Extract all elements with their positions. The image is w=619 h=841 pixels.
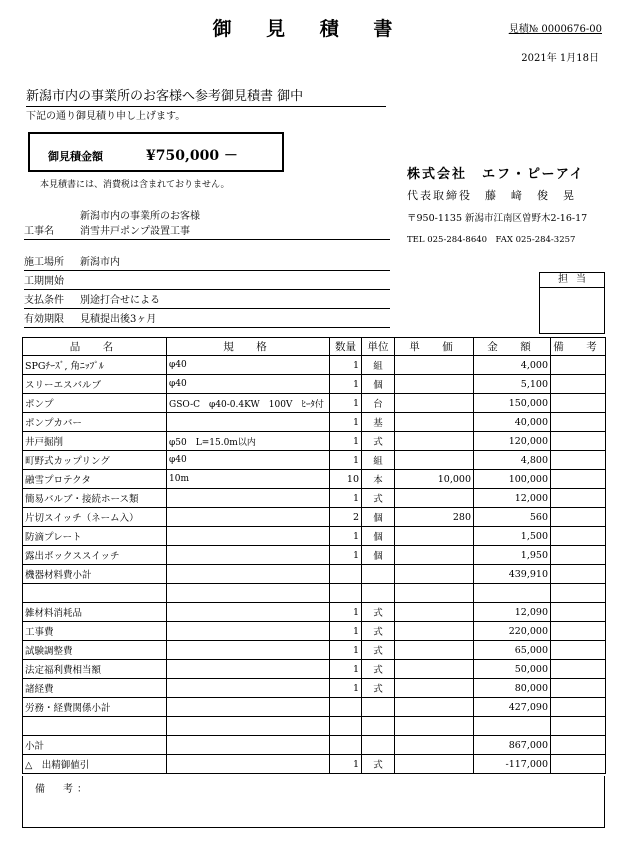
item-unit: 個 [362, 375, 395, 394]
table-row [23, 489, 606, 508]
item-unit-price [395, 394, 474, 413]
table-row [23, 451, 606, 470]
item-unit-price [395, 679, 474, 698]
item-name: 片切スイッチ（ネーム入） [23, 508, 167, 527]
company-phone: TEL 025-284-8640 FAX 025-284-3257 [407, 235, 576, 245]
item-name [23, 717, 167, 736]
item-name: 機器材料費小計 [23, 565, 167, 584]
item-amount: 867,000 [474, 736, 551, 755]
item-unit [362, 717, 395, 736]
field-label: 支払条件 [24, 295, 64, 306]
field-value: 消雪井戸ポンプ設置工事 [80, 226, 190, 237]
item-quantity: 1 [330, 432, 362, 451]
item-unit-price [395, 755, 474, 774]
table-row [23, 641, 606, 660]
item-amount: 427,090 [474, 698, 551, 717]
item-remarks [551, 603, 606, 622]
item-remarks [551, 508, 606, 527]
item-name: 防滴プレート [23, 527, 167, 546]
item-spec [167, 527, 330, 546]
header-remarks: 備 考 [551, 338, 606, 356]
item-spec [167, 413, 330, 432]
item-remarks [551, 717, 606, 736]
table-row [23, 527, 606, 546]
item-spec [167, 622, 330, 641]
item-unit: 式 [362, 603, 395, 622]
item-unit-price [395, 432, 474, 451]
item-unit-price [395, 660, 474, 679]
item-quantity: 1 [330, 603, 362, 622]
item-quantity [330, 717, 362, 736]
item-unit: 本 [362, 470, 395, 489]
item-unit-price: 10,000 [395, 470, 474, 489]
item-amount: 120,000 [474, 432, 551, 451]
item-amount: 4,000 [474, 356, 551, 375]
item-remarks [551, 527, 606, 546]
item-unit-price: 280 [395, 508, 474, 527]
tax-note: 本見積書には、消費税は含まれておりません。 [40, 180, 230, 190]
item-unit [362, 565, 395, 584]
item-name [23, 584, 167, 603]
item-remarks [551, 432, 606, 451]
project-name-row [24, 222, 390, 240]
start-date-row [24, 272, 390, 290]
field-label: 工事名 [24, 226, 54, 237]
item-name: 諸経費 [23, 679, 167, 698]
item-spec [167, 508, 330, 527]
item-quantity: 1 [330, 660, 362, 679]
item-name: △ 出精御値引 [23, 755, 167, 774]
item-quantity: 2 [330, 508, 362, 527]
payment-terms-row [24, 291, 390, 309]
item-unit: 式 [362, 641, 395, 660]
item-amount: 12,000 [474, 489, 551, 508]
item-spec [167, 603, 330, 622]
item-unit-price [395, 546, 474, 565]
item-unit-price [395, 356, 474, 375]
table-row [23, 356, 606, 375]
header-unit-price: 単 価 [395, 338, 474, 356]
item-remarks [551, 755, 606, 774]
item-spec [167, 717, 330, 736]
staff-stamp-label: 担当 [540, 273, 604, 288]
item-amount: 1,500 [474, 527, 551, 546]
item-quantity: 1 [330, 546, 362, 565]
item-quantity: 1 [330, 679, 362, 698]
item-quantity: 1 [330, 489, 362, 508]
item-amount: 65,000 [474, 641, 551, 660]
item-unit-price [395, 603, 474, 622]
header-spec: 規 格 [167, 338, 330, 356]
item-quantity [330, 584, 362, 603]
field-label: 工期開始 [24, 276, 64, 287]
item-name: ポンプ [23, 394, 167, 413]
item-spec [167, 736, 330, 755]
item-amount: 40,000 [474, 413, 551, 432]
item-unit-price [395, 641, 474, 660]
item-remarks [551, 679, 606, 698]
table-header-row [23, 338, 606, 356]
table-row [23, 413, 606, 432]
table-row [23, 660, 606, 679]
item-spec [167, 660, 330, 679]
item-name: 小計 [23, 736, 167, 755]
field-value: 別途打合せによる [80, 295, 160, 306]
total-amount: ¥750,000 － [146, 148, 238, 164]
document-title: 御 見 積 書 [212, 18, 407, 40]
table-row [23, 394, 606, 413]
item-quantity: 1 [330, 394, 362, 413]
table-row [23, 565, 606, 584]
item-name: スリーエスバルブ [23, 375, 167, 394]
item-unit-price [395, 489, 474, 508]
item-remarks [551, 413, 606, 432]
total-amount-box [28, 132, 284, 172]
item-remarks [551, 394, 606, 413]
item-quantity: 1 [330, 413, 362, 432]
item-quantity: 1 [330, 527, 362, 546]
item-name: 試験調整費 [23, 641, 167, 660]
item-unit: 式 [362, 489, 395, 508]
item-unit: 個 [362, 527, 395, 546]
item-name: 融雪プロテクタ [23, 470, 167, 489]
item-quantity: 1 [330, 356, 362, 375]
item-name: SPGﾁｰｽﾞ, 角ﾆｯﾌﾟﾙ [23, 356, 167, 375]
item-unit: 式 [362, 660, 395, 679]
item-unit-price [395, 584, 474, 603]
item-remarks [551, 451, 606, 470]
item-unit [362, 584, 395, 603]
header-amount: 金 額 [474, 338, 551, 356]
item-unit-price [395, 717, 474, 736]
item-remarks [551, 546, 606, 565]
item-spec [167, 546, 330, 565]
item-amount: 439,910 [474, 565, 551, 584]
item-amount: 220,000 [474, 622, 551, 641]
item-name: 雑材料消耗品 [23, 603, 167, 622]
table-row [23, 755, 606, 774]
item-spec: φ50 L=15.0m以内 [167, 432, 330, 451]
item-spec: φ40 [167, 451, 330, 470]
table-row [23, 679, 606, 698]
item-name: 露出ボックススイッチ [23, 546, 167, 565]
table-row [23, 546, 606, 565]
item-unit: 式 [362, 432, 395, 451]
item-amount: 50,000 [474, 660, 551, 679]
item-unit-price [395, 527, 474, 546]
validity-row [24, 310, 390, 328]
item-remarks [551, 356, 606, 375]
table-row [23, 375, 606, 394]
item-unit: 組 [362, 451, 395, 470]
item-quantity: 1 [330, 755, 362, 774]
table-row [23, 584, 606, 603]
item-amount: 5,100 [474, 375, 551, 394]
customer-name: 新潟市内の事業所のお客様へ参考御見積書 御中 [26, 85, 386, 107]
item-amount: 1,950 [474, 546, 551, 565]
item-name: 工事費 [23, 622, 167, 641]
item-remarks [551, 489, 606, 508]
item-unit: 式 [362, 755, 395, 774]
item-name: 法定福利費相当額 [23, 660, 167, 679]
item-unit-price [395, 736, 474, 755]
estimate-number: 見積№ 0000676-00 [508, 24, 602, 35]
item-spec [167, 565, 330, 584]
item-name: ポンプカバー [23, 413, 167, 432]
header-quantity: 数量 [330, 338, 362, 356]
item-spec [167, 679, 330, 698]
item-unit: 基 [362, 413, 395, 432]
item-remarks [551, 698, 606, 717]
item-unit: 個 [362, 508, 395, 527]
item-unit-price [395, 565, 474, 584]
item-unit-price [395, 622, 474, 641]
header-item-name: 品 名 [23, 338, 167, 356]
item-spec [167, 755, 330, 774]
estimate-intro: 下記の通り御見積り申し上げます。 [26, 111, 186, 122]
table-row [23, 717, 606, 736]
table-row [23, 508, 606, 527]
item-remarks [551, 375, 606, 394]
item-spec: φ40 [167, 356, 330, 375]
item-spec [167, 584, 330, 603]
table-row [23, 603, 606, 622]
issue-date: 2021年 1月18日 [521, 53, 599, 64]
field-label: 有効期限 [24, 314, 64, 325]
remarks-label: 備 考： [35, 784, 91, 795]
item-unit: 台 [362, 394, 395, 413]
item-unit [362, 736, 395, 755]
item-amount: 4,800 [474, 451, 551, 470]
field-value: 新潟市内 [80, 257, 120, 268]
item-quantity: 1 [330, 451, 362, 470]
item-remarks [551, 641, 606, 660]
item-name: 井戸掘削 [23, 432, 167, 451]
estimate-items-table [22, 337, 606, 774]
item-amount: 12,090 [474, 603, 551, 622]
item-name: 簡易バルブ・接続ホース類 [23, 489, 167, 508]
site-customer: 新潟市内の事業所のお客様 [80, 211, 200, 222]
item-remarks [551, 584, 606, 603]
header-unit: 単位 [362, 338, 395, 356]
total-label: 御見積金額 [48, 150, 103, 163]
item-spec [167, 489, 330, 508]
item-quantity: 1 [330, 641, 362, 660]
item-unit [362, 698, 395, 717]
site-location-row [24, 253, 390, 271]
field-value: 見積提出後3ヶ月 [80, 314, 157, 325]
item-spec [167, 641, 330, 660]
item-amount: -117,000 [474, 755, 551, 774]
item-quantity [330, 736, 362, 755]
item-spec: GSO-C φ40-0.4KW 100V ﾋｰﾀ付 [167, 394, 330, 413]
table-row [23, 622, 606, 641]
field-label: 施工場所 [24, 257, 64, 268]
item-amount: 80,000 [474, 679, 551, 698]
table-row [23, 698, 606, 717]
item-unit-price [395, 413, 474, 432]
item-unit: 組 [362, 356, 395, 375]
item-unit: 式 [362, 679, 395, 698]
item-unit: 式 [362, 622, 395, 641]
item-remarks [551, 622, 606, 641]
item-quantity [330, 565, 362, 584]
item-remarks [551, 470, 606, 489]
item-amount [474, 717, 551, 736]
item-quantity [330, 698, 362, 717]
item-name: 労務・経費関係小計 [23, 698, 167, 717]
table-row [23, 432, 606, 451]
item-quantity: 10 [330, 470, 362, 489]
item-unit: 個 [362, 546, 395, 565]
company-address: 〒950-1135 新潟市江南区曽野木2-16-17 [407, 213, 588, 224]
company-name: 株式会社 エフ・ピーアイ [407, 167, 585, 182]
item-amount: 150,000 [474, 394, 551, 413]
item-amount [474, 584, 551, 603]
company-representative: 代表取締役 藤 﨑 俊 晃 [407, 189, 576, 202]
item-name: 町野式カップリング [23, 451, 167, 470]
table-row [23, 470, 606, 489]
table-row [23, 736, 606, 755]
item-remarks [551, 565, 606, 584]
item-spec [167, 698, 330, 717]
item-unit-price [395, 451, 474, 470]
item-amount: 560 [474, 508, 551, 527]
item-remarks [551, 660, 606, 679]
staff-stamp-box [539, 272, 605, 334]
item-quantity: 1 [330, 622, 362, 641]
item-unit-price [395, 698, 474, 717]
item-remarks [551, 736, 606, 755]
remarks-box [22, 776, 605, 828]
item-unit-price [395, 375, 474, 394]
item-spec: φ40 [167, 375, 330, 394]
item-amount: 100,000 [474, 470, 551, 489]
item-quantity: 1 [330, 375, 362, 394]
item-spec: 10m [167, 470, 330, 489]
